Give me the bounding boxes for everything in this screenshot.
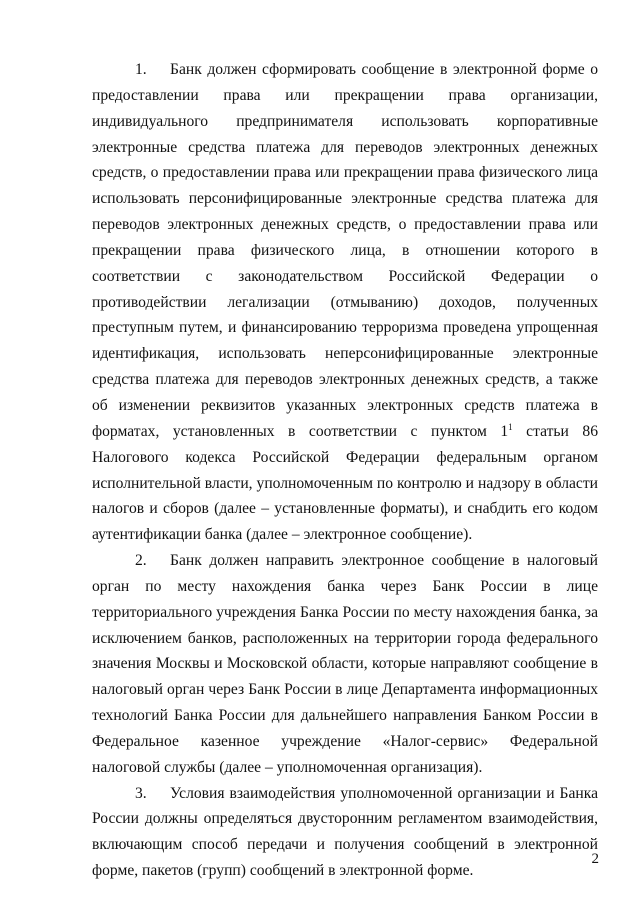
paragraph-number: 2.	[135, 552, 147, 570]
paragraph-text: Банк должен сформировать сообщение в электронной форме о предоставлении права или прекращении права организации, индивидуального предпринимателя использовать корпоративные электронные средства платежа для переводов электронных денежных средств, о предоставлении права или прекращении права физического лица использовать персонифицированные электронные средства платежа для переводов электронных денежных средств, о предоставлении права или прекращении права физического лица, в отношении которого в соответствии с законодательством Российской Федерации о противодействии легализации (отмыванию) доходов, полученных преступным путем, и финансированию терроризма проведена упрощенная идентификация, использовать неперсонифицированные электронные средства платежа для переводов электронных денежных средств, а также об изменении реквизитов указанных электронных средств платежа в форматах, установленных в соответствии с пунктом 1	[92, 61, 598, 440]
superscript: 1	[508, 421, 513, 432]
paragraph-text-continued: статьи 86 Налогового кодекса Российской Федерации федеральным органом исполнительной власти, уполномоченным по контролю и надзору в области налогов и сборов (далее – установленные форматы), и снабдить его кодом аутентификации банка (далее – электронное сообщение).	[92, 422, 598, 544]
paragraph-2	[92, 548, 598, 781]
paragraph-1	[92, 57, 598, 548]
paragraph-number: 3.	[135, 784, 147, 802]
paragraph-text: Условия взаимодействия уполномоченной организации и Банка России должны определяться двусторонним регламентом взаимодействия, включающим способ передачи и получения сообщений в электронной форме, пакетов (групп) сообщений в электронной форме.	[92, 784, 598, 880]
paragraph-text: Банк должен направить электронное сообщение в налоговый орган по месту нахождения банка через Банк России в лице территориального учреждения Банка России по месту нахождения банка, за исключением банков, расположенных на территории города федерального значения Москвы и Московской области, которые направляют сообщение в налоговый орган через Банк России в лице Департамента информационных технологий Банка России для дальнейшего направления Банком России в Федеральное казенное учреждение «Налог-сервис» Федеральной налоговой службы (далее – уполномоченная организация).	[92, 552, 598, 776]
paragraph-number: 1.	[135, 61, 147, 78]
page-number: 2	[591, 851, 599, 867]
paragraph-3	[92, 781, 598, 884]
document-page	[92, 57, 598, 884]
